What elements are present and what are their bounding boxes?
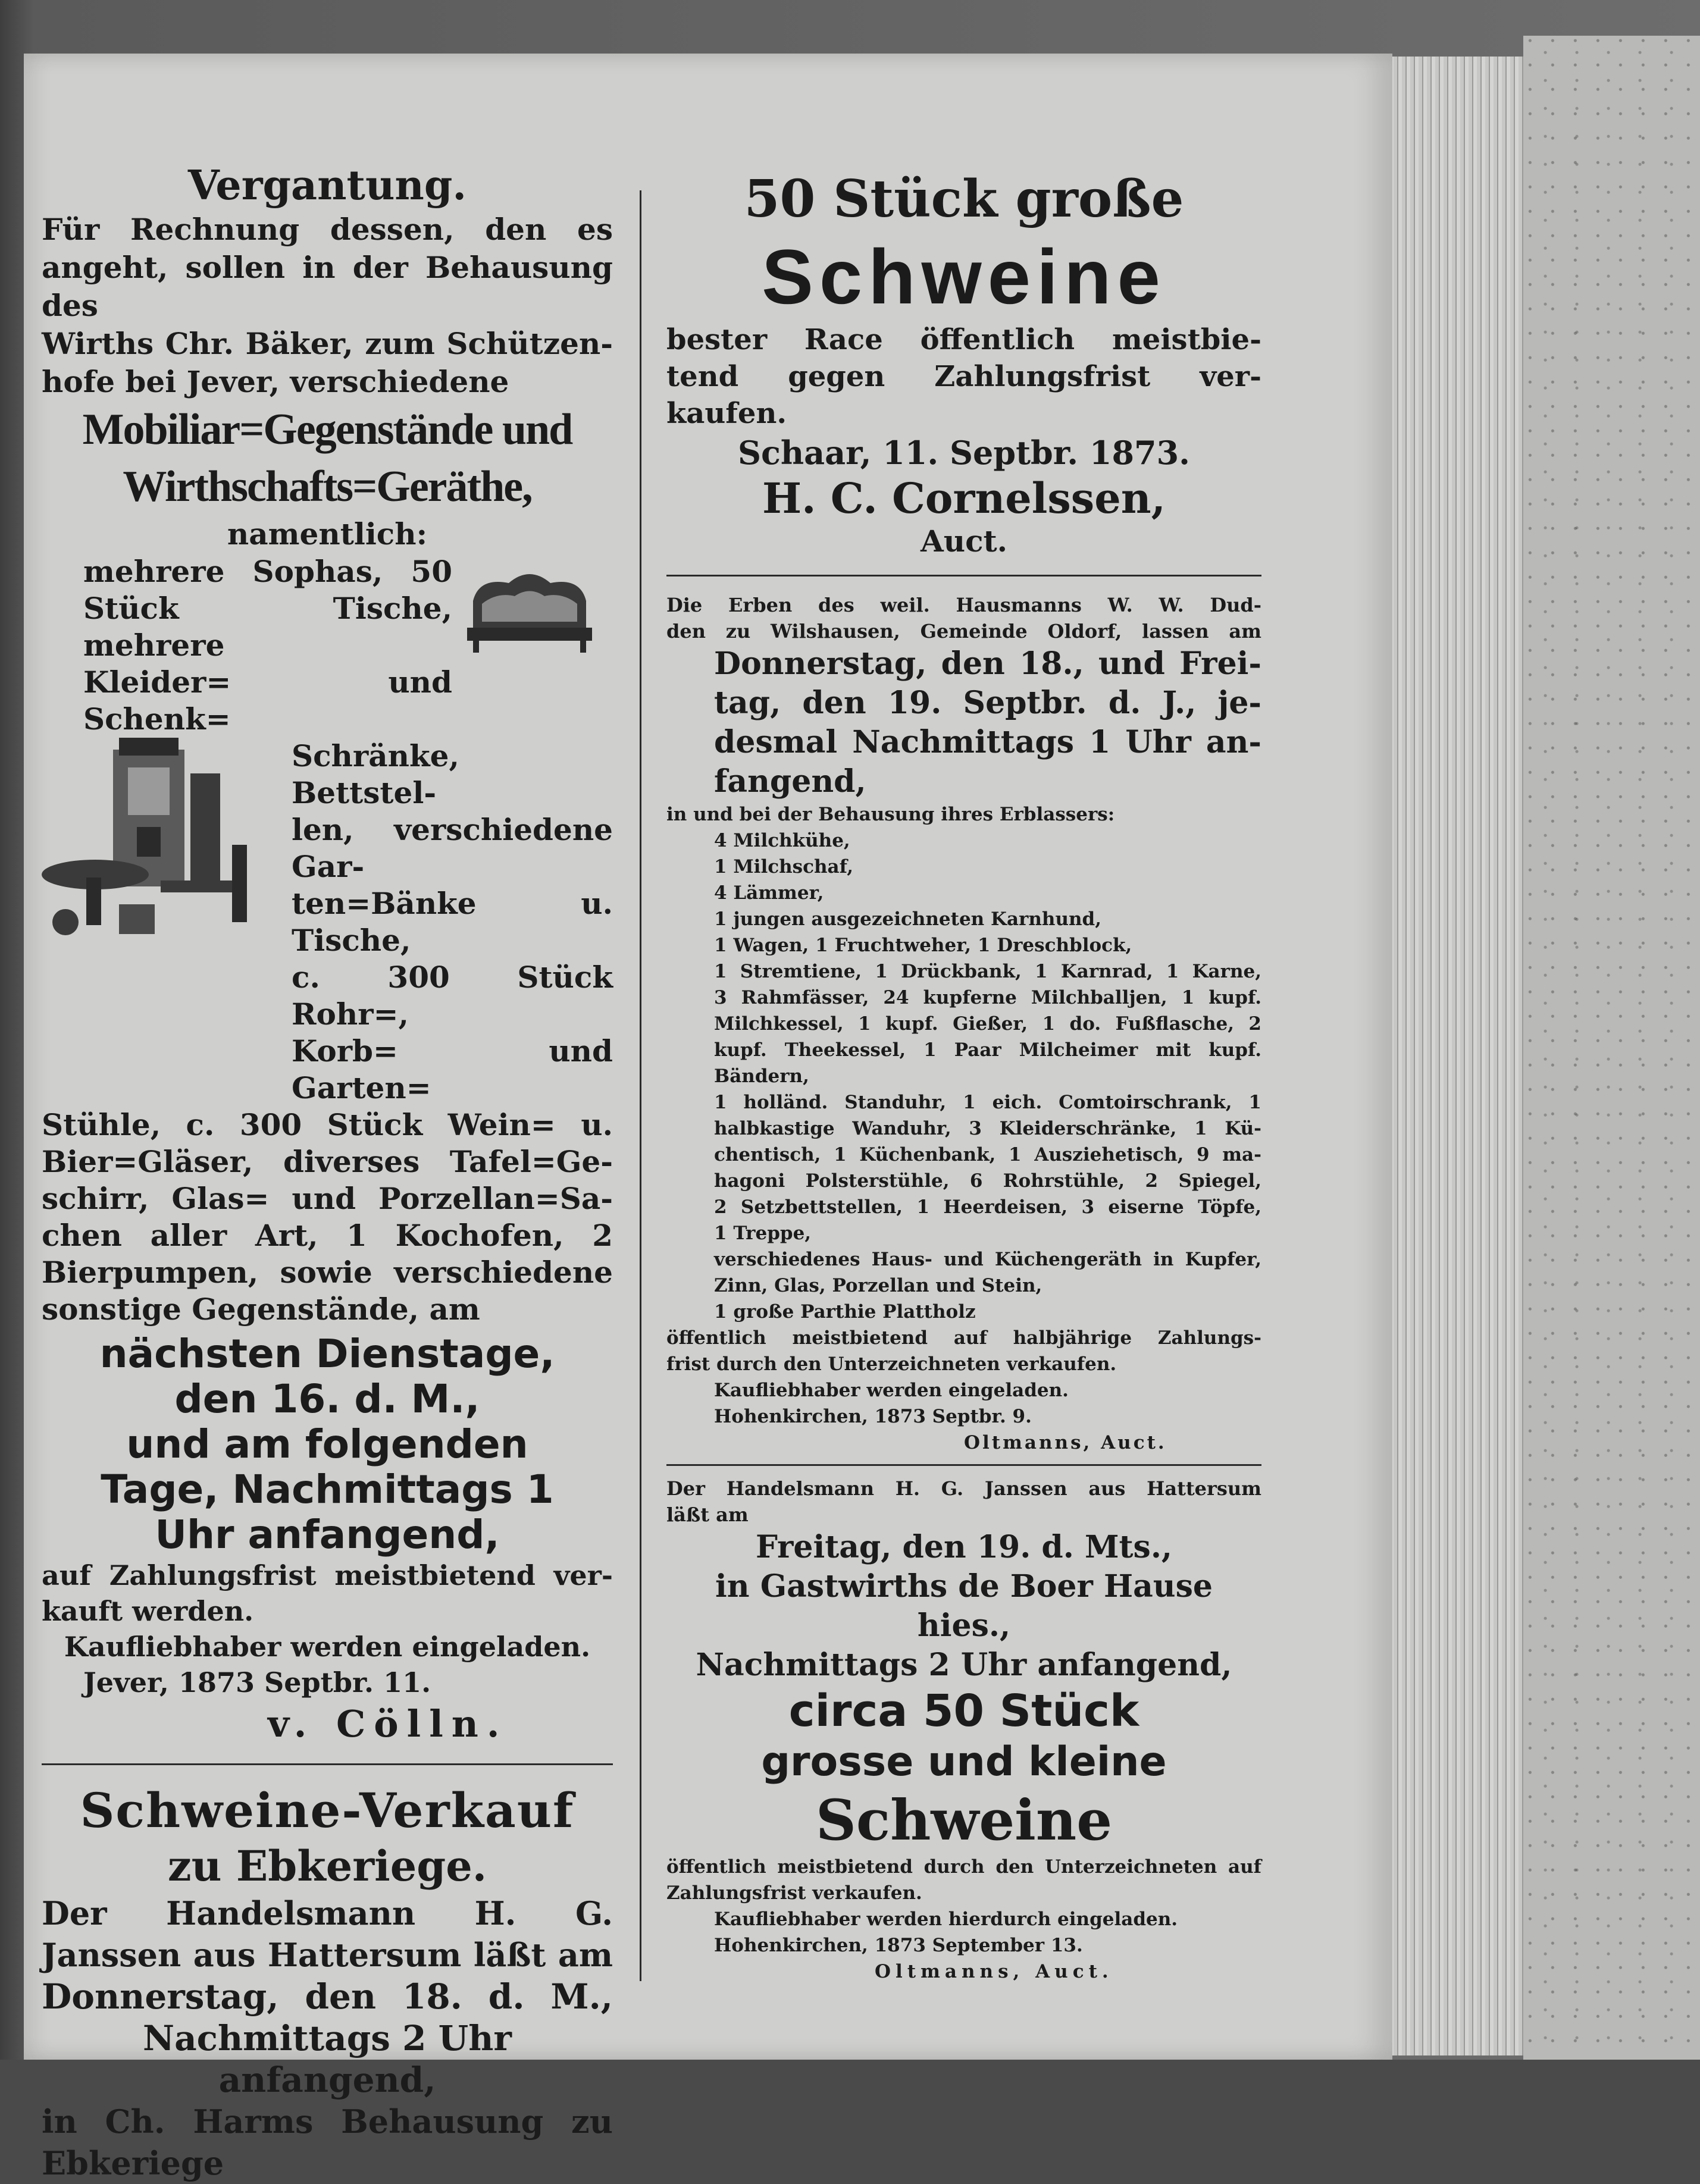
text-line: Der Handelsmann H. G. Janssen aus Hattersum (666, 1477, 1261, 1500)
text-line: mehrere Sophas, 50 (83, 554, 452, 589)
date-line: den 16. d. M., (174, 1376, 480, 1422)
ad-vergantung (42, 161, 613, 1748)
text-line: Für Rechnung dessen, den es (42, 212, 613, 247)
text-line: Wirths Chr. Bäker, zum Schützen- (42, 326, 613, 361)
text-line: kauft werden. (42, 1595, 254, 1627)
date-line: Uhr anfangend, (155, 1512, 500, 1558)
text-line: anfangend, (218, 2060, 436, 2100)
text-line: Bier=Gläser, diverses Tafel=Ge- (42, 1144, 613, 1179)
ad-schweine-cornelssen (666, 167, 1261, 559)
text-line: frist durch den Unterzeichneten verkaufen. (666, 1353, 1117, 1375)
date-line: tag, den 19. Septbr. d. J., je- (714, 685, 1261, 721)
item-line: 2 Setzbettstellen, 1 Heerdeisen, 3 eiserne Töpfe, (714, 1196, 1261, 1218)
text-line: Schränke, Bettstel- (292, 738, 459, 810)
item-line: 4 Milchkühe, (714, 830, 850, 851)
date-line: in Gastwirths de Boer Hause hies., (715, 1568, 1213, 1644)
signature: Oltmanns, Auct. (964, 1432, 1167, 1453)
text-line: c. 300 Stück Rohr=, (292, 960, 613, 1032)
headline-schweine: Schweine (762, 233, 1166, 320)
text-line: Nachmittags 2 Uhr (143, 2018, 512, 2058)
headline-wirthschaft: Wirthschafts=Geräthe, (123, 462, 532, 511)
ad-heading: Vergantung. (187, 162, 467, 209)
item-line: chentisch, 1 Küchenbank, 1 Ausziehetisch, 9 ma- (714, 1144, 1261, 1165)
headline-mobiliar: Mobiliar=Gegenstände und (82, 405, 572, 454)
column-divider (640, 190, 641, 1981)
ad-separator (666, 575, 1261, 576)
headline-line: circa 50 Stück (788, 1685, 1139, 1737)
headline-line: grosse und kleine (761, 1738, 1167, 1785)
text-line: schirr, Glas= und Porzellan=Sa- (42, 1181, 613, 1216)
text-line: in Ch. Harms Behausung zu (42, 2102, 613, 2141)
item-line: hagoni Polsterstühle, 6 Rohrstühle, 2 Spiegel, (714, 1170, 1261, 1192)
item-line: 1 jungen ausgezeichneten Karnhund, (714, 908, 1101, 930)
text-line: auf Zahlungsfrist meistbietend ver- (42, 1559, 613, 1591)
text-line: bester Race öffentlich meistbie- (666, 323, 1261, 356)
furniture-illustration (42, 726, 274, 952)
text-line: Donnerstag, den 18. d. M., (42, 1976, 613, 2017)
text-line: Janssen aus Hattersum läßt am (42, 1936, 613, 1974)
text-line: Zahlungsfrist verkaufen. (666, 1882, 922, 1904)
auctioneer-name: H. C. Cornelssen, (762, 474, 1166, 523)
date-line: Nachmittags 2 Uhr anfangend, (696, 1647, 1232, 1683)
date-line: desmal Nachmittags 1 Uhr an- (714, 724, 1261, 760)
date-line: und am folgenden (126, 1421, 528, 1467)
item-line: 3 Rahmfässer, 24 kupferne Milchballjen, 1 kupf. (714, 987, 1261, 1008)
text-line: hofe bei Jever, verschiedene (42, 364, 509, 399)
item-line: 1 große Parthie Plattholz (714, 1301, 976, 1323)
text-line: angeht, sollen in der Behausung des (42, 250, 613, 323)
place-date: Hohenkirchen, 1873 Septbr. 9. (714, 1406, 1032, 1427)
item-line: 1 Milchschaf, (714, 856, 854, 878)
date-line: Donnerstag, den 18., und Frei- (714, 646, 1261, 682)
date-line: fangend, (714, 763, 866, 800)
text-line: läßt am (666, 1503, 749, 1526)
text-line: Korb= und Garten= (292, 1033, 613, 1105)
ad-subheading: zu Ebkeriege. (167, 1841, 487, 1891)
right-column (666, 161, 1261, 1985)
book-cover (1523, 36, 1700, 2060)
item-line: halbkastige Wanduhr, 3 Kleiderschränke, 1 Kü- (714, 1118, 1261, 1139)
item-line: 1 Wagen, 1 Fruchtweher, 1 Dreschblock, (714, 935, 1132, 956)
place-date: Schaar, 11. Septbr. 1873. (738, 434, 1190, 472)
place-date: Jever, 1873 Septbr. 11. (83, 1666, 431, 1699)
subheading: namentlich: (227, 516, 428, 552)
text-line: öffentlich meistbietend durch den Unterzeichneten auf (666, 1856, 1261, 1878)
item-line: 1 Treppe, (714, 1223, 812, 1244)
date-line: Tage, Nachmittags 1 (101, 1467, 554, 1512)
item-line: 1 holländ. Standuhr, 1 eich. Comtoirschrank, 1 (714, 1092, 1261, 1113)
text-line: öffentlich meistbietend auf halbjährige Zahlungs- (666, 1327, 1261, 1349)
headline-line: 50 Stück große (744, 169, 1184, 229)
text-line: Stück Tische, mehrere (83, 591, 452, 663)
headline-schweine: Schweine (815, 1788, 1113, 1853)
text-line: ten=Bänke u. Tische, (292, 886, 613, 958)
text-line: len, verschiedene Gar- (292, 812, 613, 884)
item-line: Milchkessel, 1 kupf. Gießer, 1 do. Fußflasche, 2 (714, 1013, 1261, 1035)
text-line: den zu Wilshausen, Gemeinde Oldorf, lassen am (666, 620, 1261, 643)
text-line: Kleider= und Schenk= (83, 665, 452, 737)
left-column (42, 161, 613, 2184)
item-line: Bändern, (714, 1066, 809, 1087)
text-line: Stühle, c. 300 Stück Wein= u. (42, 1107, 613, 1142)
ad-heading: Schweine-Verkauf (80, 1782, 575, 1838)
text-line: Der Handelsmann H. G. (42, 1894, 613, 1932)
text-line: Die Erben des weil. Hausmanns W. W. Dud- (666, 594, 1261, 616)
text-line: Ebkeriege (42, 2144, 224, 2182)
text-line: chen aller Art, 1 Kochofen, 2 (42, 1218, 613, 1253)
item-line: 1 Stremtiene, 1 Drückbank, 1 Karnrad, 1 Karne, (714, 961, 1261, 982)
ad-separator (666, 1464, 1261, 1466)
text-line: kaufen. (666, 397, 787, 430)
item-line: Zinn, Glas, Porzellan und Stein, (714, 1275, 1042, 1296)
date-line: Freitag, den 19. d. Mts., (755, 1529, 1173, 1565)
date-line: nächsten Dienstage, (99, 1331, 555, 1377)
text-line: tend gegen Zahlungsfrist ver- (666, 360, 1261, 393)
sofa-illustration (461, 559, 598, 657)
signature: Oltmanns, Auct. (875, 1961, 1113, 1982)
item-line: 4 Lämmer, (714, 882, 824, 904)
item-line: verschiedenes Haus- und Küchengeräth in Kupfer, (714, 1249, 1261, 1270)
ad-erben-dudden (666, 592, 1261, 1456)
item-line: kupf. Theekessel, 1 Paar Milcheimer mit kupf. (714, 1039, 1261, 1061)
ad-schweine-verkauf (42, 1781, 613, 2184)
invite-line: Kaufliebhaber werden hierdurch eingeladen. (714, 1909, 1178, 1930)
text-line: in und bei der Behausung ihres Erblassers: (666, 804, 1115, 825)
text-line: sonstige Gegenstände, am (42, 1292, 480, 1327)
ad-separator (42, 1763, 613, 1765)
auctioneer-title: Auct. (920, 524, 1008, 559)
text-line: Bierpumpen, sowie verschiedene (42, 1255, 613, 1290)
place-date: Hohenkirchen, 1873 September 13. (714, 1935, 1083, 1956)
ad-janssen-schweine (666, 1475, 1261, 1985)
invite-line: Kaufliebhaber werden eingeladen. (714, 1380, 1069, 1401)
invite-line: Kaufliebhaber werden eingeladen. (64, 1631, 591, 1663)
signature: v. Cölln. (268, 1702, 508, 1746)
